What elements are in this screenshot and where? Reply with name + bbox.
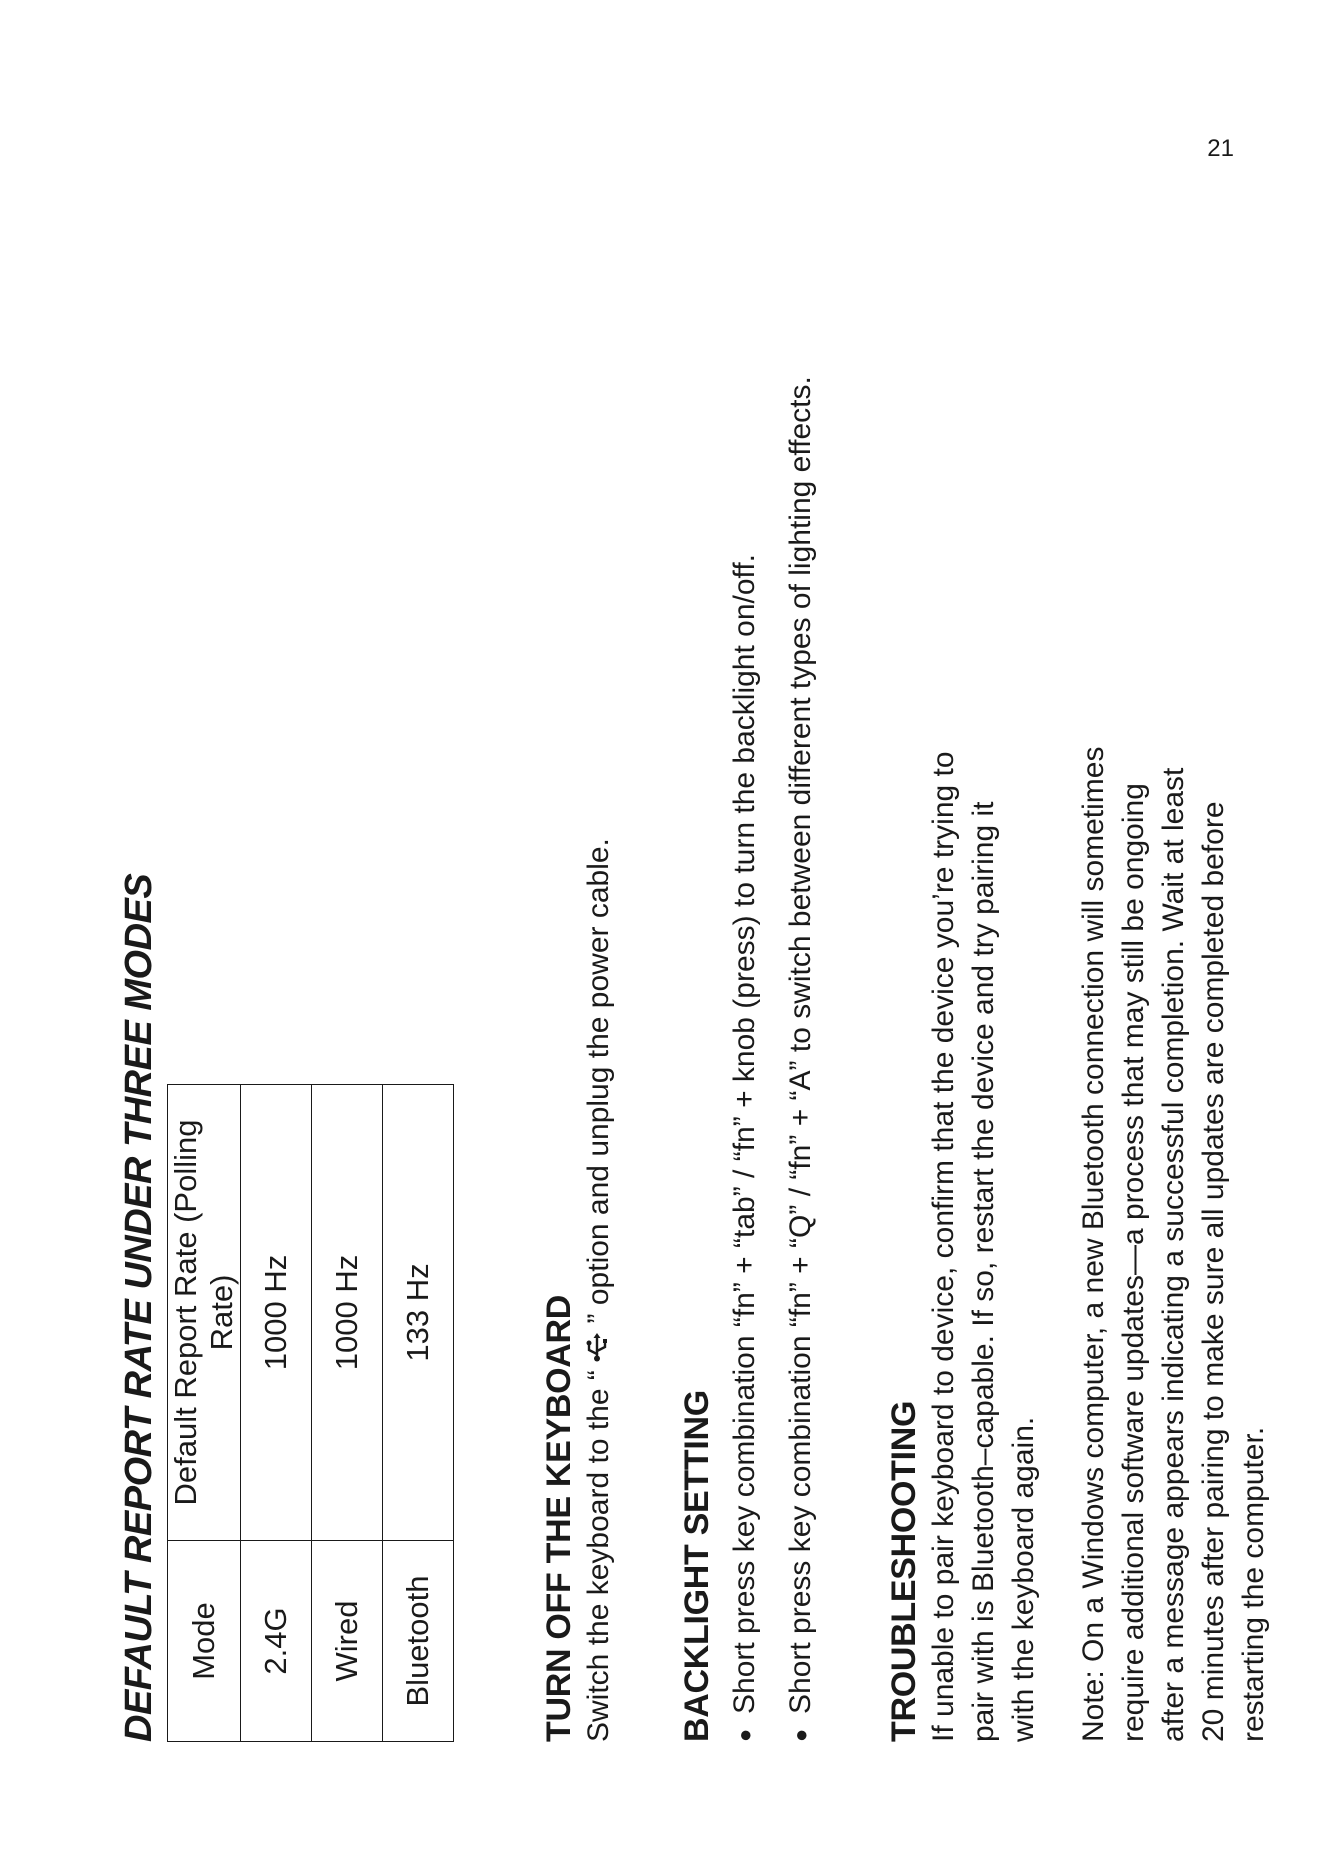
troubleshooting-note: Note: On a Windows computer, a new Bluetooth connection will sometimes require additional software updates—a process that may still be ongoing after a message appears indicating a successful completion. Wait at least 20 minutes after pairing to make sure all updates are completed before restarting the computer. xyxy=(1077,746,1270,1742)
report-rate-section xyxy=(118,874,454,1742)
table-row xyxy=(383,1085,454,1742)
turn-off-heading: TURN OFF THE KEYBOARD xyxy=(540,1294,578,1742)
table-header-mode: Mode xyxy=(168,1541,241,1742)
backlight-list xyxy=(717,376,829,1742)
list-item: ● Short press key combination “fn” + “tab” / “fn” + knob (press) to turn the backlight on/off. xyxy=(717,376,773,1742)
turn-off-text-before: Switch the keyboard to the “ xyxy=(582,1361,615,1742)
turn-off-text-after: ” option and unplug the power cable. xyxy=(582,838,615,1332)
list-item: ● Short press key combination “fn” + “Q” / “fn” + “A” to switch between different types of lighting effects. xyxy=(773,376,829,1742)
table-row xyxy=(312,1085,383,1742)
troubleshooting-section xyxy=(885,742,1274,1742)
table-header-rate: Default Report Rate (Polling Rate) xyxy=(168,1085,241,1541)
table-cell-rate: 133 Hz xyxy=(383,1085,454,1541)
troubleshooting-paragraph: If unable to pair keyboard to device, confirm that the device you’re trying to pair with is Bluetooth–capable. If so, restart the device and try pairing it with the keyboard again. xyxy=(927,751,1040,1742)
turn-off-section xyxy=(540,838,619,1742)
table-cell-rate: 1000 Hz xyxy=(241,1085,312,1541)
table-cell-mode: 2.4G xyxy=(241,1541,312,1742)
usb-icon xyxy=(582,1332,612,1362)
table-row xyxy=(241,1085,312,1742)
backlight-heading: BACKLIGHT SETTING xyxy=(678,1390,716,1742)
troubleshooting-heading: TROUBLESHOOTING xyxy=(885,1400,923,1742)
report-rate-title: DEFAULT REPORT RATE UNDER THREE MODES xyxy=(118,873,160,1742)
table-cell-mode: Wired xyxy=(312,1541,383,1742)
table-cell-mode: Bluetooth xyxy=(383,1541,454,1742)
backlight-section xyxy=(678,376,829,1742)
table-cell-rate: 1000 Hz xyxy=(312,1085,383,1541)
report-rate-table xyxy=(167,1084,454,1742)
table-header-row xyxy=(168,1085,241,1742)
turn-off-text xyxy=(579,838,619,1742)
page-number: 21 xyxy=(1207,135,1234,162)
rotated-content xyxy=(0,172,1324,1872)
